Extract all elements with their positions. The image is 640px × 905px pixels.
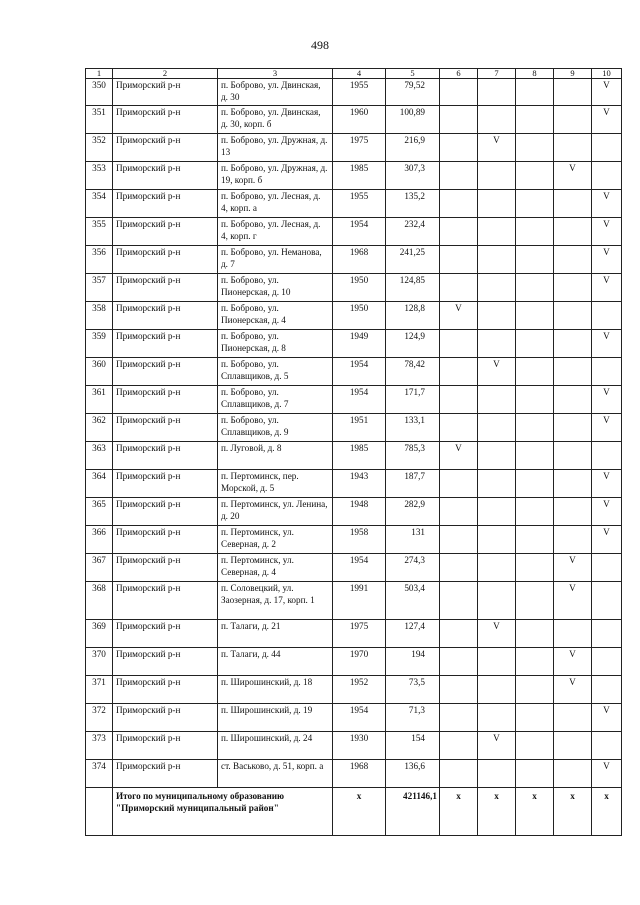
check-cell: V — [592, 470, 622, 498]
row-number: 373 — [86, 732, 113, 760]
check-cell — [478, 386, 516, 414]
district-cell: Приморский р-н — [113, 498, 218, 526]
check-cell — [478, 274, 516, 302]
row-number: 361 — [86, 386, 113, 414]
check-cell — [440, 246, 478, 274]
check-cell — [478, 302, 516, 330]
district-cell: Приморский р-н — [113, 676, 218, 704]
year-cell: 1968 — [333, 760, 386, 788]
address-cell: п. Боброво, ул. Двинская, д. 30, корп. б — [218, 106, 333, 134]
column-header: 1 — [86, 69, 113, 79]
check-cell: V — [592, 106, 622, 134]
district-cell: Приморский р-н — [113, 134, 218, 162]
table-row — [86, 526, 622, 554]
check-cell — [478, 190, 516, 218]
check-cell — [516, 760, 554, 788]
address-cell: п. Широшинский, д. 19 — [218, 704, 333, 732]
year-cell: 1954 — [333, 704, 386, 732]
check-cell — [478, 218, 516, 246]
area-cell: 71,3 — [386, 704, 440, 732]
area-cell: 135,2 — [386, 190, 440, 218]
year-cell: 1954 — [333, 554, 386, 582]
check-cell — [516, 732, 554, 760]
year-cell: 1952 — [333, 676, 386, 704]
check-cell — [478, 79, 516, 106]
area-cell: 171,7 — [386, 386, 440, 414]
check-cell — [516, 386, 554, 414]
year-cell: 1955 — [333, 79, 386, 106]
check-cell — [554, 190, 592, 218]
check-cell — [554, 134, 592, 162]
check-cell: V — [554, 162, 592, 190]
address-cell: п. Боброво, ул. Сплавщиков, д. 5 — [218, 358, 333, 386]
check-cell — [516, 470, 554, 498]
check-cell: V — [478, 620, 516, 648]
row-number: 374 — [86, 760, 113, 788]
column-header: 3 — [218, 69, 333, 79]
area-cell: 194 — [386, 648, 440, 676]
check-cell — [516, 526, 554, 554]
check-cell — [554, 330, 592, 358]
check-cell: V — [592, 498, 622, 526]
check-cell — [554, 732, 592, 760]
check-cell: V — [592, 218, 622, 246]
check-cell — [478, 648, 516, 676]
year-cell: 1954 — [333, 218, 386, 246]
check-cell: V — [592, 274, 622, 302]
address-cell: п. Луговой, д. 8 — [218, 442, 333, 470]
table-row — [86, 386, 622, 414]
table-row — [86, 470, 622, 498]
check-cell — [554, 704, 592, 732]
check-cell — [440, 554, 478, 582]
column-header: 8 — [516, 69, 554, 79]
district-cell: Приморский р-н — [113, 218, 218, 246]
area-cell: 124,9 — [386, 330, 440, 358]
table-row — [86, 760, 622, 788]
check-cell — [516, 498, 554, 526]
check-cell — [554, 414, 592, 442]
check-cell — [554, 79, 592, 106]
address-cell: п. Пертоминск, ул. Северная, д. 2 — [218, 526, 333, 554]
address-cell: п. Талаги, д. 21 — [218, 620, 333, 648]
check-cell: V — [440, 442, 478, 470]
column-header: 5 — [386, 69, 440, 79]
area-cell: 73,5 — [386, 676, 440, 704]
check-cell — [554, 470, 592, 498]
address-cell: п. Талаги, д. 44 — [218, 648, 333, 676]
district-cell: Приморский р-н — [113, 79, 218, 106]
check-cell — [516, 190, 554, 218]
total-cell: x — [554, 788, 592, 836]
check-cell — [478, 470, 516, 498]
row-number: 352 — [86, 134, 113, 162]
column-header: 10 — [592, 69, 622, 79]
check-cell — [554, 218, 592, 246]
table-row — [86, 162, 622, 190]
row-number: 365 — [86, 498, 113, 526]
table-row — [86, 414, 622, 442]
district-cell: Приморский р-н — [113, 526, 218, 554]
check-cell — [440, 676, 478, 704]
check-cell — [554, 246, 592, 274]
check-cell — [440, 470, 478, 498]
area-cell: 785,3 — [386, 442, 440, 470]
page-number: 498 — [311, 38, 329, 52]
check-cell — [478, 246, 516, 274]
row-number: 354 — [86, 190, 113, 218]
year-cell: 1985 — [333, 162, 386, 190]
check-cell: V — [440, 302, 478, 330]
check-cell — [516, 274, 554, 302]
row-number: 368 — [86, 582, 113, 620]
row-number: 353 — [86, 162, 113, 190]
check-cell — [592, 442, 622, 470]
check-cell — [554, 386, 592, 414]
check-cell — [478, 414, 516, 442]
row-number: 367 — [86, 554, 113, 582]
area-cell: 127,4 — [386, 620, 440, 648]
check-cell — [554, 620, 592, 648]
district-cell: Приморский р-н — [113, 330, 218, 358]
total-cell: x — [592, 788, 622, 836]
row-number: 359 — [86, 330, 113, 358]
check-cell — [478, 582, 516, 620]
column-header: 2 — [113, 69, 218, 79]
year-cell: 1954 — [333, 386, 386, 414]
area-cell: 133,1 — [386, 414, 440, 442]
check-cell — [516, 106, 554, 134]
address-cell: п. Боброво, ул. Дружная, д. 19, корп. б — [218, 162, 333, 190]
year-cell: 1949 — [333, 330, 386, 358]
check-cell: V — [554, 582, 592, 620]
check-cell — [478, 442, 516, 470]
area-cell: 131 — [386, 526, 440, 554]
check-cell — [554, 526, 592, 554]
district-cell: Приморский р-н — [113, 162, 218, 190]
row-number: 357 — [86, 274, 113, 302]
check-cell — [440, 498, 478, 526]
check-cell: V — [592, 330, 622, 358]
total-label: Итого по муниципальному образованию "Приморский муниципальный район" — [113, 788, 333, 836]
total-area: 421146,1 — [386, 788, 440, 836]
check-cell — [516, 218, 554, 246]
check-cell: V — [592, 246, 622, 274]
address-cell: п. Боброво, ул. Дружная, д. 13 — [218, 134, 333, 162]
check-cell — [440, 582, 478, 620]
address-cell: п. Широшинский, д. 18 — [218, 676, 333, 704]
row-number: 370 — [86, 648, 113, 676]
column-header: 6 — [440, 69, 478, 79]
year-cell: 1955 — [333, 190, 386, 218]
check-cell — [440, 274, 478, 302]
check-cell — [554, 106, 592, 134]
check-cell — [592, 302, 622, 330]
year-cell: 1970 — [333, 648, 386, 676]
table-row — [86, 106, 622, 134]
check-cell — [592, 162, 622, 190]
empty-cell — [86, 788, 113, 836]
check-cell — [592, 620, 622, 648]
check-cell — [516, 358, 554, 386]
check-cell — [516, 554, 554, 582]
table-row — [86, 554, 622, 582]
row-number: 366 — [86, 526, 113, 554]
area-cell: 307,3 — [386, 162, 440, 190]
year-cell: 1950 — [333, 302, 386, 330]
year-cell: 1958 — [333, 526, 386, 554]
address-cell: п. Боброво, ул. Сплавщиков, д. 9 — [218, 414, 333, 442]
check-cell: V — [592, 386, 622, 414]
area-cell: 154 — [386, 732, 440, 760]
check-cell: V — [592, 704, 622, 732]
check-cell — [516, 442, 554, 470]
district-cell: Приморский р-н — [113, 470, 218, 498]
area-cell: 124,85 — [386, 274, 440, 302]
district-cell: Приморский р-н — [113, 620, 218, 648]
year-cell: 1943 — [333, 470, 386, 498]
column-header: 4 — [333, 69, 386, 79]
district-cell: Приморский р-н — [113, 106, 218, 134]
check-cell: V — [592, 526, 622, 554]
check-cell — [440, 79, 478, 106]
address-cell: п. Широшинский, д. 24 — [218, 732, 333, 760]
check-cell — [478, 162, 516, 190]
table-row — [86, 582, 622, 620]
total-cell: x — [440, 788, 478, 836]
address-cell: п. Боброво, ул. Сплавщиков, д. 7 — [218, 386, 333, 414]
check-cell — [478, 106, 516, 134]
check-cell — [592, 676, 622, 704]
check-cell — [554, 302, 592, 330]
check-cell — [554, 358, 592, 386]
row-number: 351 — [86, 106, 113, 134]
table-row — [86, 134, 622, 162]
area-cell: 78,42 — [386, 358, 440, 386]
check-cell — [478, 526, 516, 554]
address-cell: п. Боброво, ул. Двинская, д. 30 — [218, 79, 333, 106]
row-number: 355 — [86, 218, 113, 246]
district-cell: Приморский р-н — [113, 190, 218, 218]
check-cell — [440, 358, 478, 386]
row-number: 350 — [86, 79, 113, 106]
district-cell: Приморский р-н — [113, 442, 218, 470]
table-row — [86, 704, 622, 732]
check-cell — [554, 498, 592, 526]
check-cell — [516, 704, 554, 732]
table-row — [86, 274, 622, 302]
check-cell — [516, 648, 554, 676]
check-cell — [516, 414, 554, 442]
area-cell: 241,25 — [386, 246, 440, 274]
district-cell: Приморский р-н — [113, 246, 218, 274]
year-cell: 1968 — [333, 246, 386, 274]
area-cell: 232,4 — [386, 218, 440, 246]
table-row — [86, 302, 622, 330]
table-row — [86, 648, 622, 676]
district-cell: Приморский р-н — [113, 358, 218, 386]
check-cell — [516, 582, 554, 620]
area-cell: 503,4 — [386, 582, 440, 620]
area-cell: 100,89 — [386, 106, 440, 134]
district-cell: Приморский р-н — [113, 732, 218, 760]
year-cell: 1991 — [333, 582, 386, 620]
year-cell: 1951 — [333, 414, 386, 442]
row-number: 362 — [86, 414, 113, 442]
year-cell: 1954 — [333, 358, 386, 386]
check-cell: V — [554, 554, 592, 582]
district-cell: Приморский р-н — [113, 386, 218, 414]
address-cell: п. Боброво, ул. Пионерская, д. 10 — [218, 274, 333, 302]
check-cell — [554, 274, 592, 302]
district-cell: Приморский р-н — [113, 648, 218, 676]
address-cell: п. Боброво, ул. Лесная, д. 4, корп. г — [218, 218, 333, 246]
table-row — [86, 442, 622, 470]
address-cell: п. Соловецкий, ул. Заозерная, д. 17, корп. 1 — [218, 582, 333, 620]
row-number: 364 — [86, 470, 113, 498]
check-cell — [592, 358, 622, 386]
check-cell — [516, 302, 554, 330]
check-cell — [440, 106, 478, 134]
check-cell — [478, 554, 516, 582]
table-row — [86, 218, 622, 246]
area-cell: 274,3 — [386, 554, 440, 582]
check-cell — [592, 732, 622, 760]
address-cell: п. Боброво, ул. Пионерская, д. 4 — [218, 302, 333, 330]
check-cell — [440, 162, 478, 190]
district-cell: Приморский р-н — [113, 302, 218, 330]
check-cell — [516, 162, 554, 190]
check-cell — [592, 554, 622, 582]
area-cell: 79,52 — [386, 79, 440, 106]
area-cell: 136,6 — [386, 760, 440, 788]
check-cell: V — [478, 134, 516, 162]
total-cell: x — [333, 788, 386, 836]
check-cell — [516, 79, 554, 106]
area-cell: 128,8 — [386, 302, 440, 330]
address-cell: п. Пертоминск, пер. Морской, д. 5 — [218, 470, 333, 498]
check-cell — [478, 760, 516, 788]
check-cell: V — [554, 676, 592, 704]
district-cell: Приморский р-н — [113, 274, 218, 302]
address-cell: п. Боброво, ул. Лесная, д. 4, корп. а — [218, 190, 333, 218]
year-cell: 1948 — [333, 498, 386, 526]
table-row — [86, 79, 622, 106]
address-cell: п. Пертоминск, ул. Северная, д. 4 — [218, 554, 333, 582]
district-cell: Приморский р-н — [113, 554, 218, 582]
year-cell: 1960 — [333, 106, 386, 134]
check-cell — [554, 760, 592, 788]
check-cell — [440, 218, 478, 246]
check-cell — [554, 442, 592, 470]
check-cell — [478, 676, 516, 704]
check-cell — [478, 498, 516, 526]
check-cell — [440, 134, 478, 162]
check-cell — [440, 190, 478, 218]
check-cell — [440, 648, 478, 676]
district-cell: Приморский р-н — [113, 760, 218, 788]
row-number: 371 — [86, 676, 113, 704]
check-cell — [592, 582, 622, 620]
address-cell: ст. Васьково, д. 51, корп. а — [218, 760, 333, 788]
row-number: 360 — [86, 358, 113, 386]
area-cell: 216,9 — [386, 134, 440, 162]
column-header: 9 — [554, 69, 592, 79]
year-cell: 1985 — [333, 442, 386, 470]
year-cell: 1975 — [333, 620, 386, 648]
row-number: 358 — [86, 302, 113, 330]
table-row — [86, 676, 622, 704]
table-row — [86, 732, 622, 760]
check-cell — [440, 704, 478, 732]
check-cell: V — [592, 414, 622, 442]
table-row — [86, 358, 622, 386]
check-cell — [592, 134, 622, 162]
check-cell: V — [592, 190, 622, 218]
check-cell — [440, 620, 478, 648]
check-cell: V — [554, 648, 592, 676]
table-row — [86, 246, 622, 274]
table-row — [86, 620, 622, 648]
district-cell: Приморский р-н — [113, 704, 218, 732]
year-cell: 1930 — [333, 732, 386, 760]
year-cell: 1950 — [333, 274, 386, 302]
total-row — [86, 788, 622, 836]
check-cell — [440, 330, 478, 358]
row-number: 363 — [86, 442, 113, 470]
check-cell: V — [478, 358, 516, 386]
check-cell — [440, 526, 478, 554]
total-cell: x — [516, 788, 554, 836]
check-cell — [478, 704, 516, 732]
address-cell: п. Боброво, ул. Пионерская, д. 8 — [218, 330, 333, 358]
district-cell: Приморский р-н — [113, 414, 218, 442]
table-row — [86, 498, 622, 526]
housing-register-table — [85, 68, 622, 836]
area-cell: 282,9 — [386, 498, 440, 526]
check-cell — [516, 620, 554, 648]
check-cell — [440, 732, 478, 760]
check-cell — [440, 760, 478, 788]
address-cell: п. Пертоминск, ул. Ленина, д. 20 — [218, 498, 333, 526]
row-number: 372 — [86, 704, 113, 732]
address-cell: п. Боброво, ул. Неманова, д. 7 — [218, 246, 333, 274]
check-cell — [478, 330, 516, 358]
table-row — [86, 190, 622, 218]
check-cell: V — [592, 760, 622, 788]
check-cell — [440, 386, 478, 414]
district-cell: Приморский р-н — [113, 582, 218, 620]
check-cell — [516, 676, 554, 704]
column-number-header-row — [86, 69, 622, 79]
check-cell — [516, 246, 554, 274]
column-header: 7 — [478, 69, 516, 79]
year-cell: 1975 — [333, 134, 386, 162]
check-cell: V — [592, 79, 622, 106]
row-number: 369 — [86, 620, 113, 648]
check-cell — [516, 134, 554, 162]
total-cell: x — [478, 788, 516, 836]
check-cell — [440, 414, 478, 442]
check-cell — [592, 648, 622, 676]
check-cell: V — [478, 732, 516, 760]
table-row — [86, 330, 622, 358]
check-cell — [516, 330, 554, 358]
area-cell: 187,7 — [386, 470, 440, 498]
row-number: 356 — [86, 246, 113, 274]
